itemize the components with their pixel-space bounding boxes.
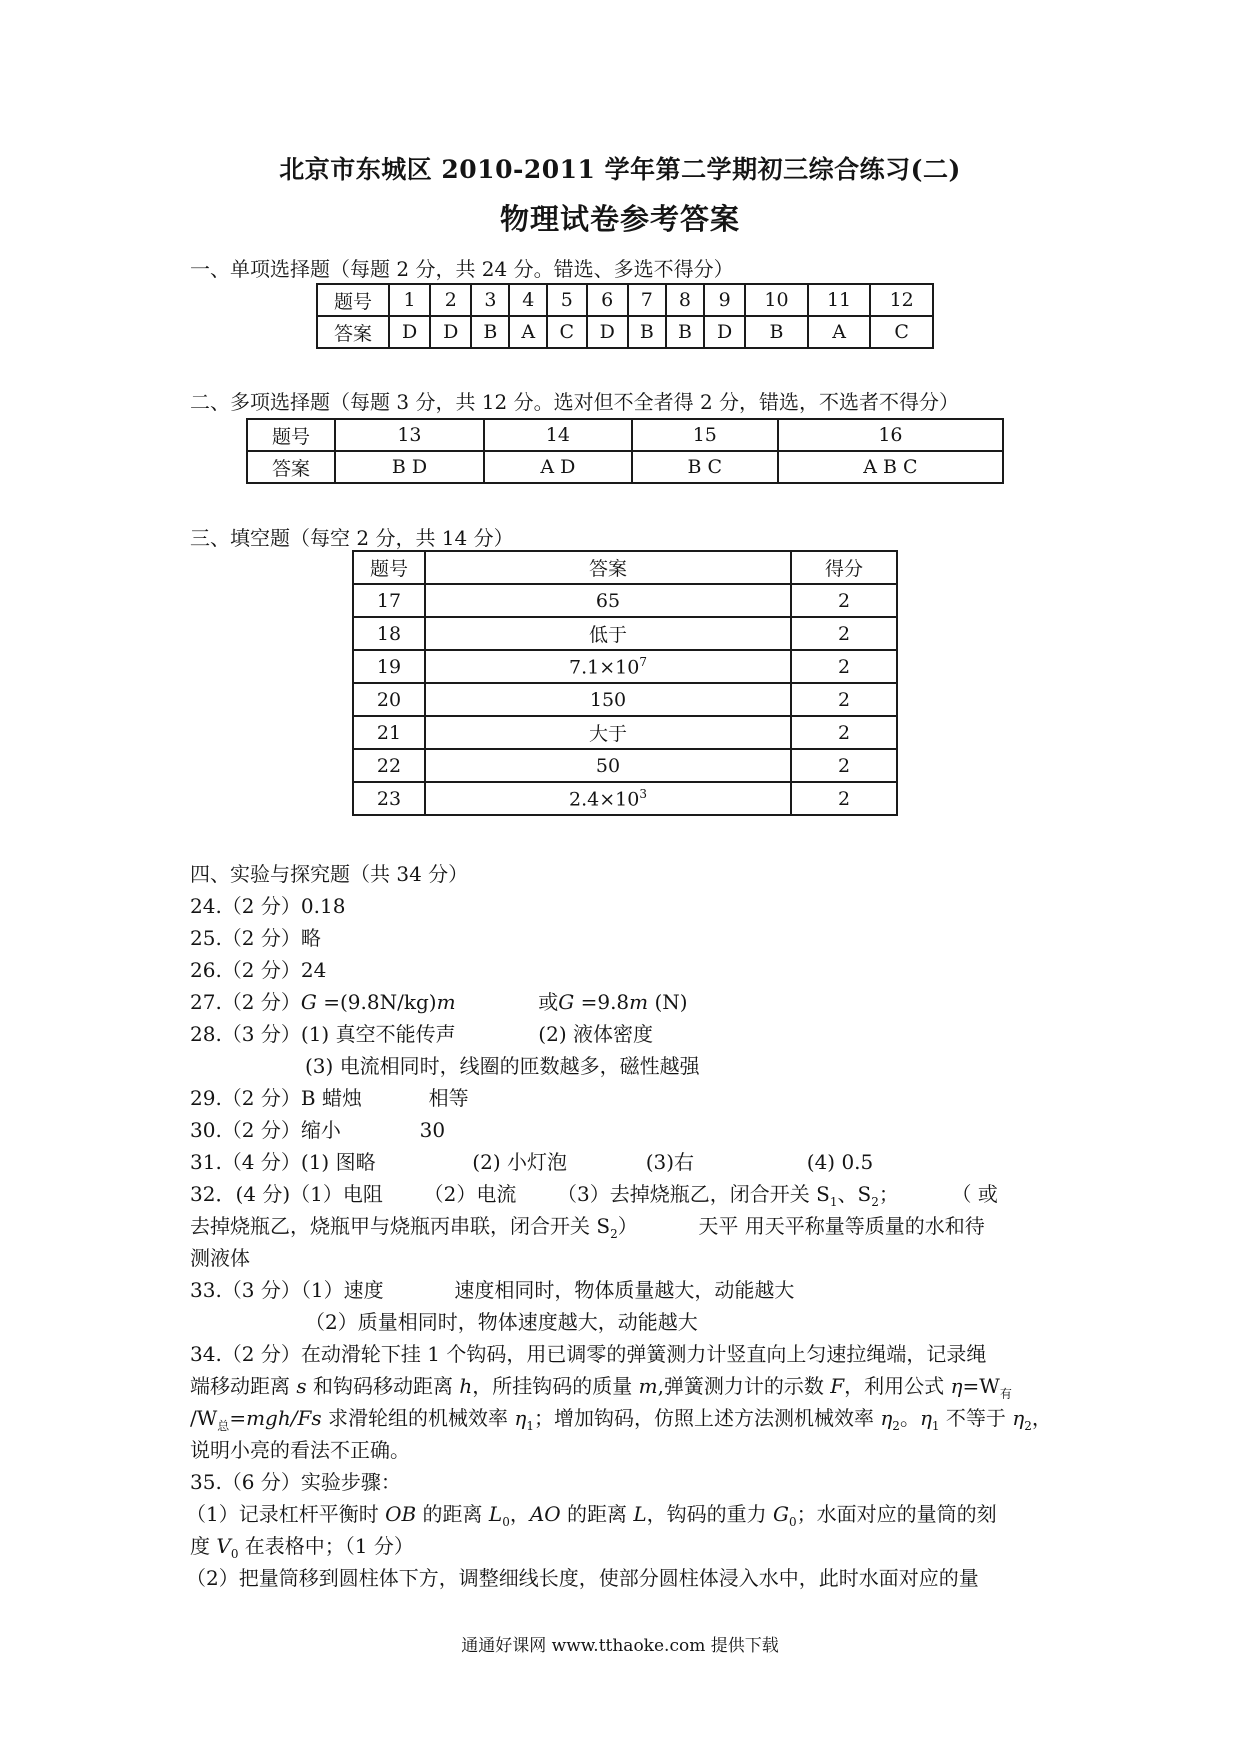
answer-cell: 150 <box>425 683 791 716</box>
document-subtitle: 物理试卷参考答案 <box>499 202 740 236</box>
answer-cell: D <box>704 316 745 348</box>
q27-var-m: m <box>436 990 456 1014</box>
question-number: 15 <box>632 419 778 451</box>
question-number: 4 <box>509 284 547 316</box>
question-number: 10 <box>745 284 808 316</box>
answer-line-28 <box>190 1018 653 1047</box>
question-number: 13 <box>335 419 484 451</box>
table-row-label: 答案 <box>247 451 335 483</box>
q28-part2: (2) 液体密度 <box>538 1022 653 1046</box>
answer-line-24: 24.（2 分）0.18 <box>190 894 346 918</box>
answer-cell: A B C <box>778 451 1003 483</box>
question-number: 11 <box>808 284 871 316</box>
answer-cell: 65 <box>425 584 791 617</box>
answer-cell: D <box>430 316 471 348</box>
question-number: 5 <box>547 284 587 316</box>
answer-cell: C <box>547 316 587 348</box>
q32-line2-tail: 天平 用天平称量等质量的水和待 <box>698 1214 985 1238</box>
table-header: 得分 <box>791 551 897 584</box>
answer-cell: 50 <box>425 749 791 782</box>
answer-line-25: 25.（2 分）略 <box>190 926 321 950</box>
score-cell: 2 <box>791 617 897 650</box>
answer-cell: B C <box>632 451 778 483</box>
question-number: 12 <box>870 284 933 316</box>
score-cell: 2 <box>791 782 897 815</box>
question-number: 18 <box>353 617 425 650</box>
q33-part2: 速度相同时，物体质量越大，动能越大 <box>454 1278 795 1302</box>
footer-source: 通通好课网 www.tthaoke.com 提供下载 <box>461 1636 779 1656</box>
answer-line-26: 26.（2 分）24 <box>190 958 327 982</box>
answer-line-35: 35.（6 分）实验步骤： <box>190 1470 401 1494</box>
q27-var-g2: G <box>558 990 575 1014</box>
q28-part1: 28.（3 分）(1) 真空不能传声 <box>190 1022 456 1046</box>
answer-cell: D <box>389 316 430 348</box>
table-row-label: 题号 <box>317 284 389 316</box>
q27-formula: =(9.8N/kg) <box>316 990 437 1014</box>
answer-cell: B <box>471 316 509 348</box>
answer-cell: C <box>870 316 933 348</box>
question-number: 8 <box>666 284 704 316</box>
answer-line-32-cont <box>190 1210 985 1241</box>
question-number: 3 <box>471 284 509 316</box>
section1-heading: 一、单项选择题（每题 2 分，共 24 分。错选、多选不得分） <box>190 257 734 281</box>
q27-formula2: =9.8 <box>574 990 630 1014</box>
table-header: 题号 <box>353 551 425 584</box>
question-number: 22 <box>353 749 425 782</box>
answer-line-34: 34.（2 分）在动滑轮下挂 1 个钩码，用已调零的弹簧测力计竖直向上匀速拉绳端，记录绳 <box>190 1342 987 1366</box>
answer-cell <box>425 650 791 683</box>
answer-line-35-step1: （1）记录杠杆平衡时 OB 的距离 $L_0$，AO 的距离 L，钩码的重力 $G_0$；水面对应的量筒的刻 <box>186 1502 997 1529</box>
score-cell: 2 <box>791 749 897 782</box>
answer-line-33-part3: （2）质量相同时，物体速度越大，动能越大 <box>305 1310 698 1334</box>
table-row-label: 题号 <box>247 419 335 451</box>
question-number: 21 <box>353 716 425 749</box>
answer-line-27 <box>190 986 688 1015</box>
q31-part4: (4) 0.5 <box>806 1150 874 1174</box>
q33-part1: 33.（3 分）（1）速度 <box>190 1278 384 1302</box>
answer-line-33 <box>190 1274 794 1303</box>
answer-line-32 <box>190 1178 998 1209</box>
answer-cell: D <box>587 316 628 348</box>
q31-part1: 31.（4 分）(1) 图略 <box>190 1150 376 1174</box>
q27-unit: (N) <box>648 990 688 1014</box>
table-row <box>353 782 897 815</box>
question-number: 23 <box>353 782 425 815</box>
score-cell: 2 <box>791 683 897 716</box>
table-row-label: 答案 <box>317 316 389 348</box>
table-row <box>353 683 897 716</box>
answer-cell: 大于 <box>425 716 791 749</box>
table-header: 答案 <box>425 551 791 584</box>
answer-cell <box>425 782 791 815</box>
answer-line-31 <box>190 1146 873 1175</box>
question-number: 14 <box>484 419 632 451</box>
table-row <box>353 716 897 749</box>
exponent: 7 <box>639 654 647 669</box>
q32-part2: （2）电流 <box>423 1182 517 1206</box>
table-row <box>353 617 897 650</box>
answer-line-28-part3: (3) 电流相同时，线圈的匝数越多，磁性越强 <box>305 1054 700 1078</box>
answer-line-30 <box>190 1114 445 1143</box>
q31-part3: (3)右 <box>645 1150 695 1174</box>
q30-part1: 30.（2 分）缩小 <box>190 1118 341 1142</box>
table-row <box>353 749 897 782</box>
section1-table <box>316 283 934 349</box>
answer-cell: 低于 <box>425 617 791 650</box>
answer-line-29 <box>190 1082 469 1111</box>
q27-var-m2: m <box>629 990 649 1014</box>
q32-part3: （3）去掉烧瓶乙，闭合开关 $S_1$、$S_2$； <box>557 1182 899 1209</box>
q32-line2: 去掉烧瓶乙，烧瓶甲与烧瓶丙串联，闭合开关 $S_2$） <box>190 1214 638 1241</box>
answer-line-34-cont3: 说明小亮的看法不正确。 <box>190 1438 410 1462</box>
exponent: 3 <box>639 786 647 801</box>
answer-line-34-cont2: $/W_总=mgh/Fs$ 求滑轮组的机械效率 $\eta_1$；增加钩码，仿照上述方法测机械效率 $\eta_2$。$\eta_1$ 不等于 $\eta_2$， <box>190 1406 1052 1433</box>
question-number: 16 <box>778 419 1003 451</box>
table-row <box>353 650 897 683</box>
q27-or: 或 <box>538 990 559 1014</box>
question-number: 17 <box>353 584 425 617</box>
answer-cell: B D <box>335 451 484 483</box>
answer-cell: B <box>628 316 666 348</box>
answer-cell: B <box>745 316 808 348</box>
question-number: 7 <box>628 284 666 316</box>
answer-cell: A <box>509 316 547 348</box>
answer-line-35-step1-cont: 度 $V_0$ 在表格中；（1 分） <box>190 1534 414 1561</box>
question-number: 19 <box>353 650 425 683</box>
answer-line-32-cont2: 测液体 <box>190 1246 250 1270</box>
q32-part4: （ 或 <box>951 1182 998 1206</box>
section4-heading: 四、实验与探究题（共 34 分） <box>190 862 469 886</box>
score-cell: 2 <box>791 584 897 617</box>
answer-line-34-cont: 端移动距离 s 和钩码移动距离 h，所挂钩码的质量 m,弹簧测力计的示数 F，利用公式 $\eta=W_有$ <box>190 1374 1012 1401</box>
score-cell: 2 <box>791 650 897 683</box>
answer-cell: B <box>666 316 704 348</box>
q30-part2: 30 <box>419 1118 446 1142</box>
section2-heading: 二、多项选择题（每题 3 分，共 12 分。选对但不全者得 2 分，错选，不选者不得分） <box>190 390 960 414</box>
q32-part1: 32．(4 分)（1）电阻 <box>190 1182 383 1206</box>
q27-var-g: G <box>300 990 317 1014</box>
q29-part1: 29.（2 分）B 蜡烛 <box>190 1086 362 1110</box>
section3-table <box>352 550 898 816</box>
answer-line-35-step2: （2）把量筒移到圆柱体下方，调整细线长度，使部分圆柱体浸入水中，此时水面对应的量 <box>186 1566 979 1590</box>
answer-value: 7.1×10 <box>569 656 640 679</box>
question-number: 9 <box>704 284 745 316</box>
table-row <box>353 584 897 617</box>
document-title: 北京市东城区 2010-2011 学年第二学期初三综合练习(二) <box>279 155 961 184</box>
q31-part2: (2) 小灯泡 <box>472 1150 567 1174</box>
section3-heading: 三、填空题（每空 2 分，共 14 分） <box>190 526 514 550</box>
question-number: 2 <box>430 284 471 316</box>
question-number: 20 <box>353 683 425 716</box>
answer-value: 2.4×10 <box>569 788 640 811</box>
q27-prefix: 27.（2 分） <box>190 990 301 1014</box>
answer-cell: A <box>808 316 871 348</box>
score-cell: 2 <box>791 716 897 749</box>
question-number: 1 <box>389 284 430 316</box>
question-number: 6 <box>587 284 628 316</box>
section2-table <box>246 418 1004 484</box>
answer-cell: A D <box>484 451 632 483</box>
q29-part2: 相等 <box>428 1086 469 1110</box>
